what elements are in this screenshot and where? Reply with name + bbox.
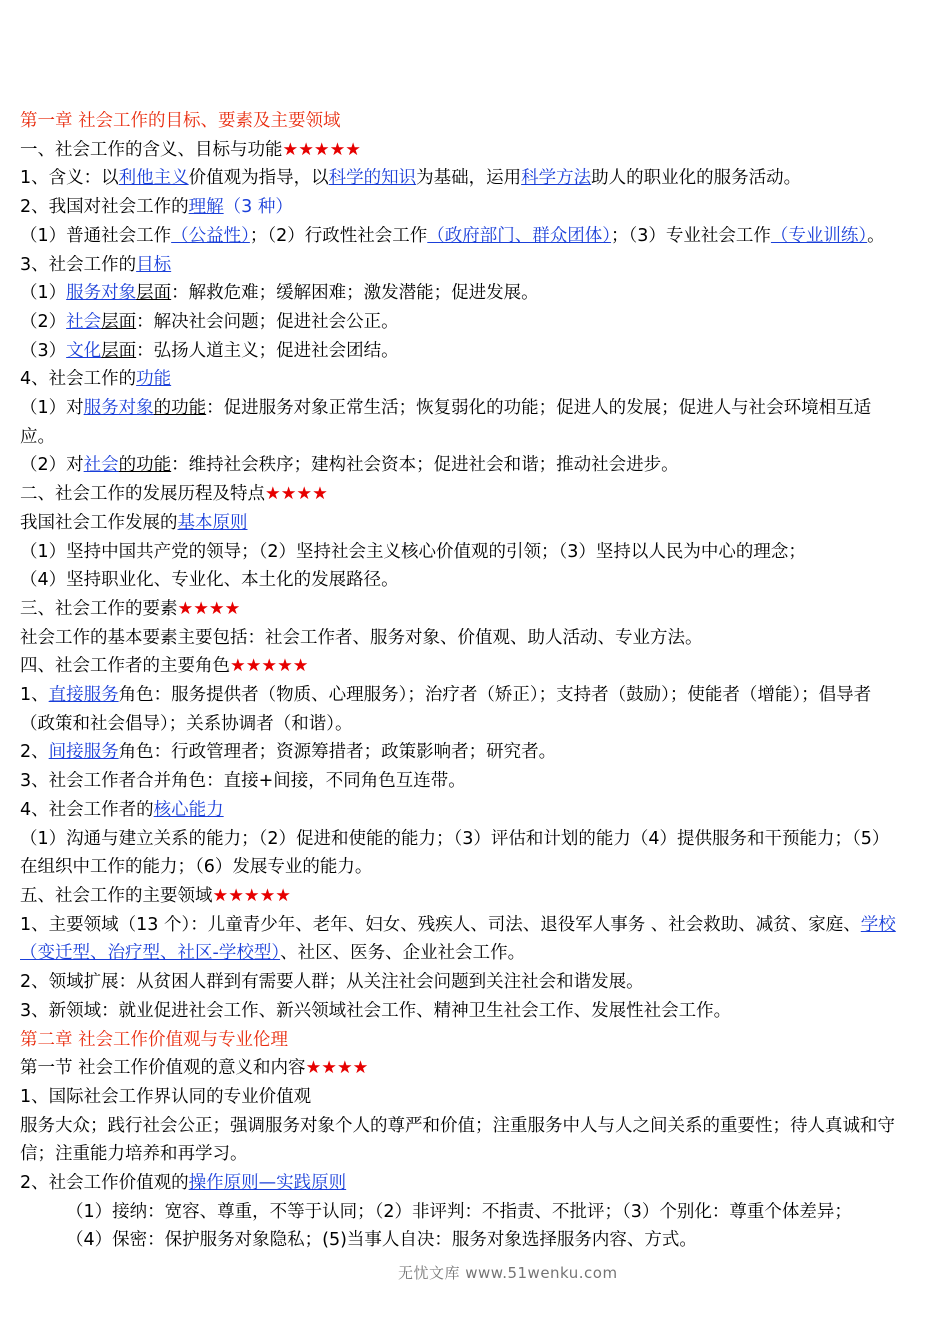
link-functions[interactable]: 功能 [136, 369, 172, 390]
new-fields: 3、新领域：就业促进社会工作、新兴领域社会工作、精神卫生社会工作、发展性社会工作。 [20, 1000, 732, 1021]
link-indirect-service[interactable]: 间接服务 [48, 742, 119, 763]
chapter-2-section-1-heading: 第一节 社会工作价值观的意义和内容★★★★ [20, 1058, 369, 1079]
link-client-function[interactable]: 服务对象 [83, 398, 154, 419]
main-fields: 1、主要领域（13 个）：儿童青少年、老年、妇女、残疾人、司法、退役军人事务 、社会救助、减贫、家庭、学校（变迁型、治疗型、社区-学校型）、社区、医务、企业社会工作。 [20, 914, 896, 964]
goal-society-level: （2）社会层面：解决社会问题；促进社会公正。 [20, 311, 399, 332]
chapter-1-title: 第一章 社会工作的目标、要素及主要领域 [20, 111, 341, 131]
link-culture[interactable]: 文化 [66, 340, 102, 361]
section-4-heading: 四、社会工作者的主要角色★★★★★ [20, 656, 309, 677]
understanding-line: 2、我国对社会工作的理解（3 种） [20, 197, 293, 218]
importance-stars: ★★★★ [265, 484, 328, 505]
principles-detail-1: （1）接纳：宽容、尊重，不等于认同；（2）非评判：不指责、不批评；（3）个别化：尊重个体差异； [66, 1201, 852, 1222]
link-practice-principles[interactable]: 操作原则—实践原则 [188, 1173, 347, 1194]
principles-heading: 我国社会工作发展的基本原则 [20, 512, 248, 533]
watermark: 无忧文库 www.51wenku.com [398, 1264, 618, 1282]
function-society: （2）对社会的功能：维持社会秩序；建构社会资本；促进社会和谐；推动社会进步。 [20, 455, 679, 476]
principles-line-2: （4）坚持职业化、专业化、本土化的发展路径。 [20, 570, 399, 591]
link-client[interactable]: 服务对象 [66, 283, 137, 304]
international-values-heading: 1、国际社会工作界认同的专业价值观 [20, 1086, 312, 1107]
link-society[interactable]: 社会 [66, 311, 102, 332]
link-scientific-knowledge[interactable]: 科学的知识 [328, 168, 417, 189]
principles-detail-2: （4）保密：保护服务对象隐私；(5)当事人自决：服务对象选择服务内容、方式。 [66, 1230, 697, 1251]
field-expansion: 2、领域扩展：从贫困人群到有需要人群；从关注社会问题到关注社会和谐发展。 [20, 972, 644, 993]
elements-line: 社会工作的基本要素主要包括：社会工作者、服务对象、价值观、助人活动、专业方法。 [20, 627, 703, 648]
indirect-service-roles: 2、间接服务角色：行政管理者；资源筹措者；政策影响者；研究者。 [20, 742, 557, 763]
link-professional-training[interactable]: （专业训练） [770, 225, 868, 246]
core-competence-list: （1）沟通与建立关系的能力；（2）促进和使能的能力；（3）评估和计划的能力（4）提供服务和干预能力；（5）在组织中工作的能力；（6）发展专业的能力。 [20, 828, 890, 878]
link-goals[interactable]: 目标 [136, 254, 172, 275]
link-altruism[interactable]: 利他主义 [118, 168, 189, 189]
combined-roles: 3、社会工作者合并角色：直接+间接，不同角色互连带。 [20, 771, 466, 792]
section-5-heading: 五、社会工作的主要领域★★★★★ [20, 885, 291, 906]
importance-stars: ★★★★★ [230, 656, 309, 677]
link-public-welfare[interactable]: （公益性） [171, 225, 250, 246]
definition-line: 1、含义：以利他主义价值观为指导，以科学的知识为基础，运用科学方法助人的职业化的服务活动。 [20, 168, 802, 189]
link-direct-service[interactable]: 直接服务 [48, 685, 119, 706]
section-3-heading: 三、社会工作的要素★★★★ [20, 598, 241, 619]
link-government-groups[interactable]: （政府部门、群众团体） [427, 225, 612, 246]
international-values: 服务大众；践行社会公正；强调服务对象个人的尊严和价值；注重服务中人与人之间关系的重要性；待人真诚和守信；注重能力培养和再学习。 [20, 1115, 895, 1165]
importance-stars: ★★★★★ [282, 139, 361, 160]
importance-stars: ★★★★ [177, 598, 241, 619]
section-2-heading: 二、社会工作的发展历程及特点★★★★ [20, 484, 328, 505]
link-school[interactable]: 学校（变迁型、治疗型、社区-学校型） [20, 914, 896, 964]
goal-culture-level: （3）文化层面：弘扬人道主义；促进社会团结。 [20, 340, 399, 361]
section-1-heading: 一、社会工作的含义、目标与功能★★★★★ [20, 139, 361, 160]
link-basic-principles[interactable]: 基本原则 [177, 512, 248, 533]
principles-line-1: （1）坚持中国共产党的领导；（2）坚持社会主义核心价值观的引领；（3）坚持以人民为中心的理念； [20, 541, 806, 562]
goals-heading: 3、社会工作的目标 [20, 254, 172, 275]
importance-stars: ★★★★ [305, 1058, 369, 1079]
document-body [20, 107, 900, 1255]
link-scientific-method[interactable]: 科学方法 [521, 168, 592, 189]
goal-client-level: （1）服务对象层面：解救危难；缓解困难；激发潜能；促进发展。 [20, 283, 539, 304]
importance-stars: ★★★★★ [212, 885, 291, 906]
direct-service-roles: 1、直接服务角色：服务提供者（物质、心理服务）；治疗者（矫正）；支持者（鼓励）；使能者（增能）；倡导者（政策和社会倡导）；关系协调者（和谐）。 [20, 685, 872, 734]
operating-principles-heading: 2、社会工作价值观的操作原则—实践原则 [20, 1173, 347, 1194]
link-core-competence[interactable]: 核心能力 [153, 799, 224, 820]
link-understanding[interactable]: 理解 [188, 197, 224, 218]
core-competence-heading: 4、社会工作者的核心能力 [20, 799, 224, 820]
function-client: （1）对服务对象的功能：促进服务对象正常生活；恢复弱化的功能；促进人的发展；促进人与社会环境相互适应。 [20, 398, 872, 447]
functions-heading: 4、社会工作的功能 [20, 369, 172, 390]
chapter-2-title: 第二章 社会工作价值观与专业伦理 [20, 1029, 289, 1050]
link-society-function[interactable]: 社会 [83, 455, 119, 476]
types-line: （1）普通社会工作（公益性）；（2）行政性社会工作（政府部门、群众团体）；（3）专业社会工作（专业训练）。 [20, 225, 885, 246]
